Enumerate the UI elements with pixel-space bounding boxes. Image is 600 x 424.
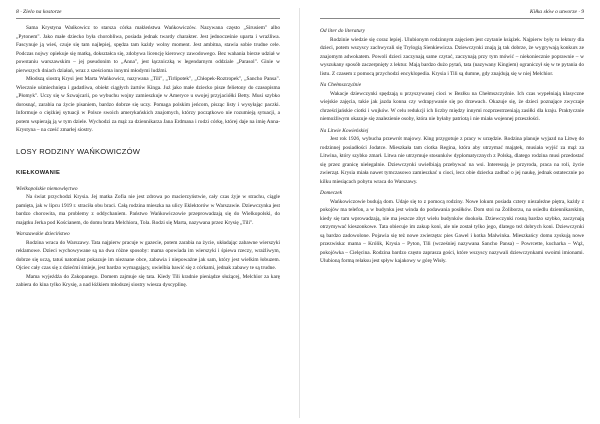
paragraph-warszawskie-dziecinstwo: Rodzina wraca do Warszawy. Tata najpierw pracuje w gazecie, potem zarabia na życie, układając zabawne wierszyki reklamowe. Dzieci wychowywane są na dwa różne sposoby: mama opowiada im wierszyki i śpiewa rzeczy, wrażliwym, dobrze się uczą, tatuś natomiast pokazuje im nieznane obce, zabawia i niepoważne jak sam, który jest wielkim łobuzem. Ojciec cały czas się z dziećmi śmieje, jest bardzo wymagający, uwielbia bawić się z córkami, jednak zabawy te są trudne. bbox=[16, 239, 280, 271]
left-running-head-text: 8 · Zielo na kostorze bbox=[16, 9, 62, 15]
paragraph-na-chelmszczyznie: Wakacje dziewczynki spędzają u przyszywanej cioci w Bezłku na Chełmszczyźnie. Ich czas wypełniają klasyczne wiejskie zajęcia, takie jak jazda konna czy wdrapywanie się po drzewach. Okazuje się, że dzieci poznające zwyczaje chrześcijańskie ciotki i wujków. W celu redukcji ich liczby między innymi rozprzestrzeniają zasiłki dla kraju. Praktycznie niemożliwym okazuje się znalezienie osoby, która nie byłaby patriotą i nie miała wojennej przeszłości. bbox=[320, 90, 584, 122]
intro-paragraph-krystyna: Sama Krystyna Wańkowicz to starsza córka małżeństwa Wańkowiczów. Nazywana często „Sirusiem" albo „Pytonem". Jako małe dziecko była chorobliwa, posiada jednak twardy charakter. Jest jednocześnie uparta i wrażliwa. Fascynuje ją wieś, czuje się tam najlepiej, spędza tam każdy wolny moment. Jest ambitna, stawia sobie trudne cele. Podczas nojwy opiekuje się matką, dokształca się, zdobywa licencję kierowcy zawodowego. Bez wahania bierze udział w powstaniu warszawskim – jej pseudonim to „Anna", jest łączniczką w legendarnym oddziale „Parasol". Ginie w pierwszych dniach działań, wraz z sześcioma innymi młodymi ludźmi. bbox=[16, 25, 280, 74]
right-running-head-text: Kiłka słów o utworze · 9 bbox=[529, 9, 584, 15]
paragraph-na-litwie-kowienskiej: Jest rok 1926, wybucha przewrót majowy. King przygotuje z pracy w urzędzie. Rodzina planuje wyjazd na Litwę do rodzinnej posiadłości Jodatce. Mieszkała tam ciotka Regina, która aby utrzymać majątek, musiała wyjść za mąż za Litwina, który szybko zmarł. Litwa nie utrzymuje stosunków dyplomatycznych z Polską, dlatego rodzina musi przedostać się przez granicę nielegalnie. Dziewczynki uwielbiają przebywać na wsi. Interesują je przyroda, praca na roli, życie zwierząt. Krysia miała nawet tymczasowo zamieszkać u cioci, lecz obie dziecka zadbać o jej naukę, jednak ostatecznie po kilku miesiącach pobytu wraca do Warszawy. bbox=[320, 136, 584, 185]
page-gutter bbox=[299, 8, 300, 418]
chapter-heading: LOSY RODZINY WAŃKOWICZÓW bbox=[16, 146, 141, 156]
paragraph-warszawskie-dziecinstwo-2: Mama wyjeżdża do Zakopanego. Domem zajmuje się tata. Kiedy Tili kradnie pieniądze służącej, Melchior za karę zabiera do kina tylko Krysię, a nad łóżkiem młodszej siostry wiesza dyscyplinę. bbox=[16, 273, 280, 288]
left-page bbox=[16, 0, 280, 424]
intro-paragraph-marta: Młodszą siostrą Krysi jest Marta Wańkowicz, nazywana „Tili", „Tirlipotek", „Chłopek-Roztropek", „Sancho Pansa". Wiecznie uśmiechnięta i gadatliwa, obiekt ciągłych żartów Kinga. Już jako małe dziecko pisze felietony do czasopisma „Płomyk". Uczy się w Szwajcarii, po wybuchu wojny zamieszkuje w Ameryce u swojej przyjaciółki Betty. Musi szybko dorosnąć, zarabia na życie pisaniem, bardzo dobrze się uczy. Pomaga polskim jeńcom, pisząc listy i wysyłając paczki. Informuje o ciężkiej sytuacji w Polsce swoich amerykańskich znajomych, którzy początkowo nie rozumieją sytuacji, a potem wspierają ją w tym dziele. Wychodzi za mąż za dziennikarza Jana Erdmana i rodzi córkę, której daje na imię Anna-Krystyna – na cześć zmarłej siostry. bbox=[16, 76, 280, 133]
right-page-body bbox=[320, 24, 584, 420]
left-page-body bbox=[16, 24, 280, 420]
paragraph-wielkopolskie-niemowlectwo: Na świat przychodzi Krysia. Jej matka Zofia nie jest zdrowa po macierzyństwie, cały czas żyje w strachu, ciągle pamięta, jak w lipcu 1919 r. straciła obu braci. Całą rodzina mieszka na ulicy Eklektorów w Warszawie. Dziewczynka jest bardzo chorowita, ma problemy z oddychaniem. Państwo Wańkowiczowie przeprowadzają się do Wielkopolski, do majątku Jerka pod Kościanem, do domu brata Melchiora, Tola. Rodzi się Marta, nazywana przez Krysię „Tili". bbox=[16, 194, 280, 226]
paragraph-domeczek: Wańkowiczowie budują dom. Udaje się to z pomocą rodziny. Nowe lokum posiada cztery niezależne piętra, każdy z pokojów ma telefon, a w budynku jest winda do podawania posiłków. Dom stoi na Żoliborzu, na osiedlu dziennikarskim, kiedy się tam wprowadzają, nie ma jeszcze zbyt wielu budynków dookoła. Dziewczynki rosną bardzo szybko, zaczynają otrzymywać kieszonkowe. Tata obiecuje im zakup koni, ale nie został tylko jego, dlatego też dobrych koni. Dziewczynki są bardzo zadowolone. Pojawia się też nowe zwierzęta: pies Gawel i kotka Malwinka. Mieszkańcy domu zyskują nowe przezwiska: mama – Królik, Krysia – Pyton, Tili (wcześniej nazywana Sancho Pansa) – Powrcette, kucharka – Wąż, pokojówka – Cielęcina. Rodzina bardzo często zaprasza gości, które wszyscy nazywali dziewczynkami swoimi imionami. Ulubioną formą relaksu jest spływ kajakowy w górę Wisły. bbox=[320, 198, 584, 264]
section-heading-kielkowanie: KIEŁKOWANIE bbox=[16, 169, 61, 176]
subheading-wielkopolskie-niemowlectwo: Wielkopolskie niemowlęctwo bbox=[16, 185, 78, 192]
right-running-head bbox=[320, 6, 584, 19]
right-page bbox=[320, 0, 584, 424]
subheading-od-liter-do-literatury: Od liter do literatury bbox=[320, 28, 365, 34]
subheading-na-litwie-kowienskiej: Na Litwie Kowieńskiej bbox=[320, 127, 369, 134]
subheading-domeczek: Domeczek bbox=[320, 190, 342, 196]
left-running-head bbox=[16, 6, 280, 19]
subheading-na-chelmszczyznie: Na Chełmszczyźnie bbox=[320, 82, 362, 88]
subheading-warszawskie-dziecinstwo: Warszawskie dzieciństwo bbox=[16, 231, 70, 237]
paragraph-od-liter-do-literatury: Rodzinie wiedzie się coraz lepiej. Ulubionym rodzinnym zajęciem jest czytanie książek. Najpierw były to lektury dla dzieci, potem wszyscy zachwycali się Trylogią Sienkiewicza. Dziewczynki znają ją tak dobrze, że wygrywają konkurs ze znajomym adwokatem. Powoli dzieci zaczynają same czytać, zaczynają przy tym mówić – niekoniecznie poprawnie – w wyszukany sposób zaczerpnięty z lektur. Mają bardzo dużo pytań, tata (nazywany Kingiem) ograniczył się w te pytania do listu. Z czasem z pomocą przychodzi encyklopedia. Krysia i Tili są dumne, gdy znajdują się w niej Melchior. bbox=[320, 36, 584, 77]
